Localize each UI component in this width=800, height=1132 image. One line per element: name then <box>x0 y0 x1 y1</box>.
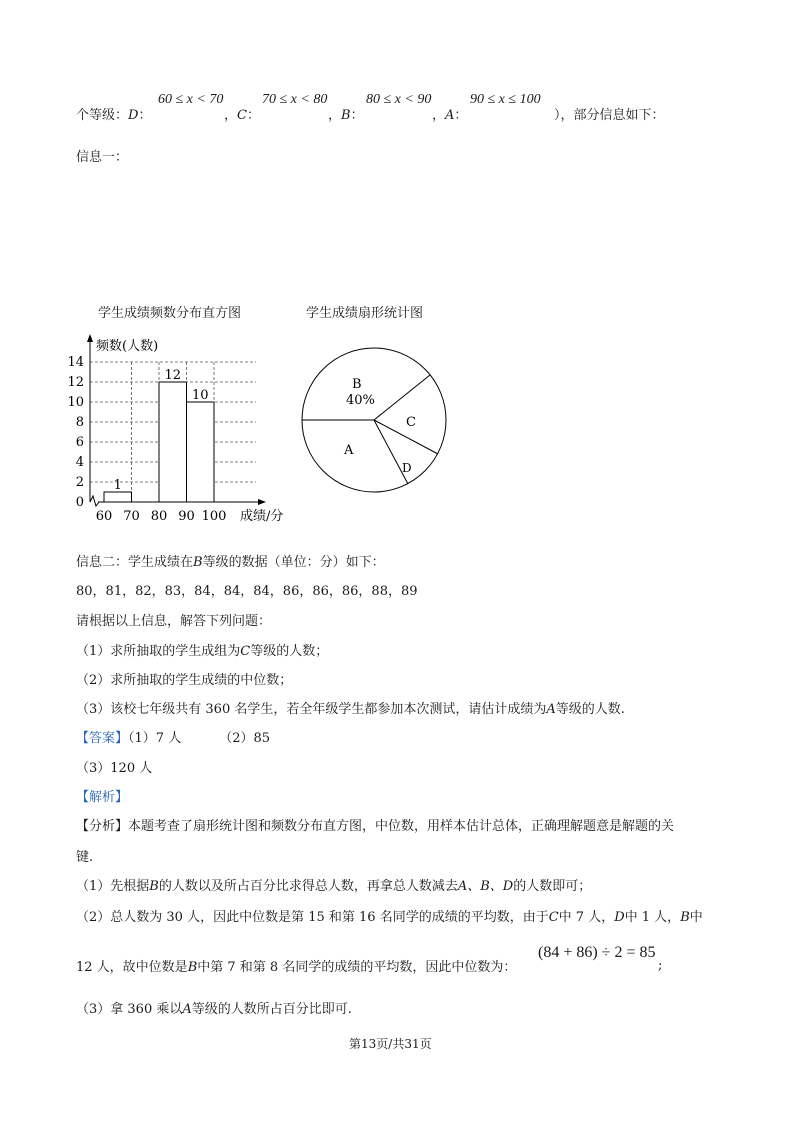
bar-data-label: 1 <box>113 478 122 493</box>
p2-var: B <box>149 879 159 894</box>
line1-tail: ），部分信息如下： <box>554 108 665 123</box>
grade-c: ，C： <box>224 108 260 123</box>
y-tick-label: 2 <box>75 475 84 490</box>
info1-label: 信息一： <box>76 150 129 165</box>
p5-a: A <box>182 1002 192 1017</box>
info2-grade: B <box>193 555 203 570</box>
answer-line <box>76 727 270 746</box>
pie-label-d: D <box>402 461 412 475</box>
info2-data: 80，81，82，83，84，84，84，86，86，86，88，89 <box>76 584 418 599</box>
y-tick-label: 8 <box>75 415 84 430</box>
p4-pre: 12 人，故中位数是 <box>76 960 188 975</box>
p3-pre: （2）总人数为 30 人，因此中位数是第 15 和第 16 名同学的成绩的平均数，由于 <box>76 910 549 925</box>
pie-divider-b-c <box>374 375 430 420</box>
x-tick-label: 100 <box>201 509 227 524</box>
x-axis-arrow <box>258 499 266 505</box>
p4-mid: 中第 7 和第 8 名同学的成绩的平均数，因此中位数为： <box>197 960 517 975</box>
y-axis-arrow <box>87 334 93 342</box>
histogram-ylabel: 频数(人数) <box>96 339 159 354</box>
p3-mid2: 中 1 人， <box>624 910 681 925</box>
p4-b: B <box>187 960 198 975</box>
answer-3: （3）120 人 <box>76 761 153 776</box>
p2-pre: （1）先根据 <box>76 879 150 894</box>
grade-b-label: B <box>341 108 351 123</box>
question-3 <box>76 698 625 717</box>
p5-post: 等级的人数所占百分比即可. <box>191 1002 352 1017</box>
analysis-tag: 【解析】 <box>76 790 129 805</box>
answer-2: （2）85 <box>219 731 271 746</box>
x-tick-label: 80 <box>150 509 168 524</box>
y-tick-label: 14 <box>67 355 84 370</box>
p2-mid: 的人数以及所占百分比求得总人数，再拿总人数减去 <box>158 879 458 894</box>
median-formula: (84 + 86) ÷ 2 = 85 <box>538 944 656 961</box>
range-d: 60 ≤ x < 70 <box>158 92 224 107</box>
p4-end: ; <box>658 958 663 973</box>
grade-a-label: A <box>445 108 455 123</box>
y-tick-label: 6 <box>75 435 84 450</box>
bar-data-label: 10 <box>191 388 209 403</box>
info2-prefix: 信息二：学生成绩在 <box>76 555 194 570</box>
pie-title: 学生成绩扇形统计图 <box>306 306 424 321</box>
grade-a: ，A： <box>432 108 468 123</box>
histogram-x-ticks <box>96 509 227 524</box>
instruction: 请根据以上信息，解答下列问题： <box>76 614 272 629</box>
y-tick-label: 12 <box>67 375 84 390</box>
analysis-p1b: 键. <box>76 850 94 865</box>
info2-suffix: 等级的数据（单位：分）如下： <box>202 555 385 570</box>
analysis-p1: 【分析】本题考查了扇形统计图和频数分布直方图，中位数，用样本估计总体，正确理解题意是解题的关 <box>76 819 675 834</box>
y-tick-label: 4 <box>75 455 84 470</box>
x-tick-label: 90 <box>178 509 195 524</box>
q1-var: C <box>240 644 251 659</box>
q1-pre: （1）求所抽取的学生成组为 <box>76 644 241 659</box>
q3-var: A <box>546 702 556 717</box>
p3-c: C <box>548 910 559 925</box>
histogram-y-ticks <box>67 355 84 510</box>
analysis-p2 <box>76 875 591 894</box>
info2-line <box>76 551 385 570</box>
q3-pre: （3）该校七年级共有 360 名学生，若全年级学生都参加本次测试，请估计成绩为 <box>76 702 547 717</box>
pie-label-c: C <box>406 415 416 430</box>
axis-break-icon <box>90 496 99 506</box>
histogram-xlabel: 成绩/分 <box>240 509 284 524</box>
p2-vars: A、B、D <box>457 879 514 894</box>
q3-post: 等级的人数. <box>555 702 625 717</box>
grade-ranges-line <box>76 104 151 123</box>
pie-label-b-pct: 40% <box>346 393 375 408</box>
question-2: （2）求所抽取的学生成绩的中位数； <box>76 673 293 688</box>
y-tick-label: 10 <box>67 395 84 410</box>
range-c: 70 ≤ x < 80 <box>262 92 328 107</box>
p3-mid1: 中 7 人， <box>558 910 615 925</box>
histogram-bar <box>187 402 215 502</box>
histogram-chart <box>60 328 310 528</box>
page-footer: 第13页/共31页 <box>349 1037 432 1051</box>
lead-text: 个等级： <box>76 108 129 123</box>
grade-b: ，B： <box>328 108 364 123</box>
p5-pre: （3）拿 360 乘以 <box>76 1002 183 1017</box>
range-b: 80 ≤ x < 90 <box>366 92 432 107</box>
grade-d-label: D <box>128 108 139 123</box>
bar-data-label: 12 <box>164 368 182 383</box>
pie-label-b: B <box>352 377 362 392</box>
analysis-p3 <box>76 906 703 925</box>
p3-end: 中 <box>689 910 703 925</box>
question-1 <box>76 640 328 659</box>
x-tick-label: 70 <box>123 509 140 524</box>
grade-c-label: C <box>237 108 247 123</box>
answer-1: （1）7 人 <box>128 731 182 746</box>
range-a: 90 ≤ x ≤ 100 <box>470 92 541 107</box>
answer-tag: 【答案】 <box>76 731 129 746</box>
pie-chart <box>296 336 456 496</box>
histogram-title: 学生成绩频数分布直方图 <box>98 306 242 321</box>
q1-post: 等级的人数； <box>250 644 329 659</box>
pie-label-a: A <box>344 443 354 458</box>
p3-d: D <box>614 910 625 925</box>
colon: ： <box>138 108 152 123</box>
p2-post: 的人数即可； <box>513 879 592 894</box>
analysis-p4 <box>76 956 516 975</box>
y-tick-label: 0 <box>75 495 84 510</box>
histogram-bar <box>159 382 187 502</box>
histogram-bar <box>104 492 132 502</box>
p3-b: B <box>680 910 690 925</box>
analysis-p5 <box>76 998 352 1017</box>
x-tick-label: 60 <box>95 509 113 524</box>
